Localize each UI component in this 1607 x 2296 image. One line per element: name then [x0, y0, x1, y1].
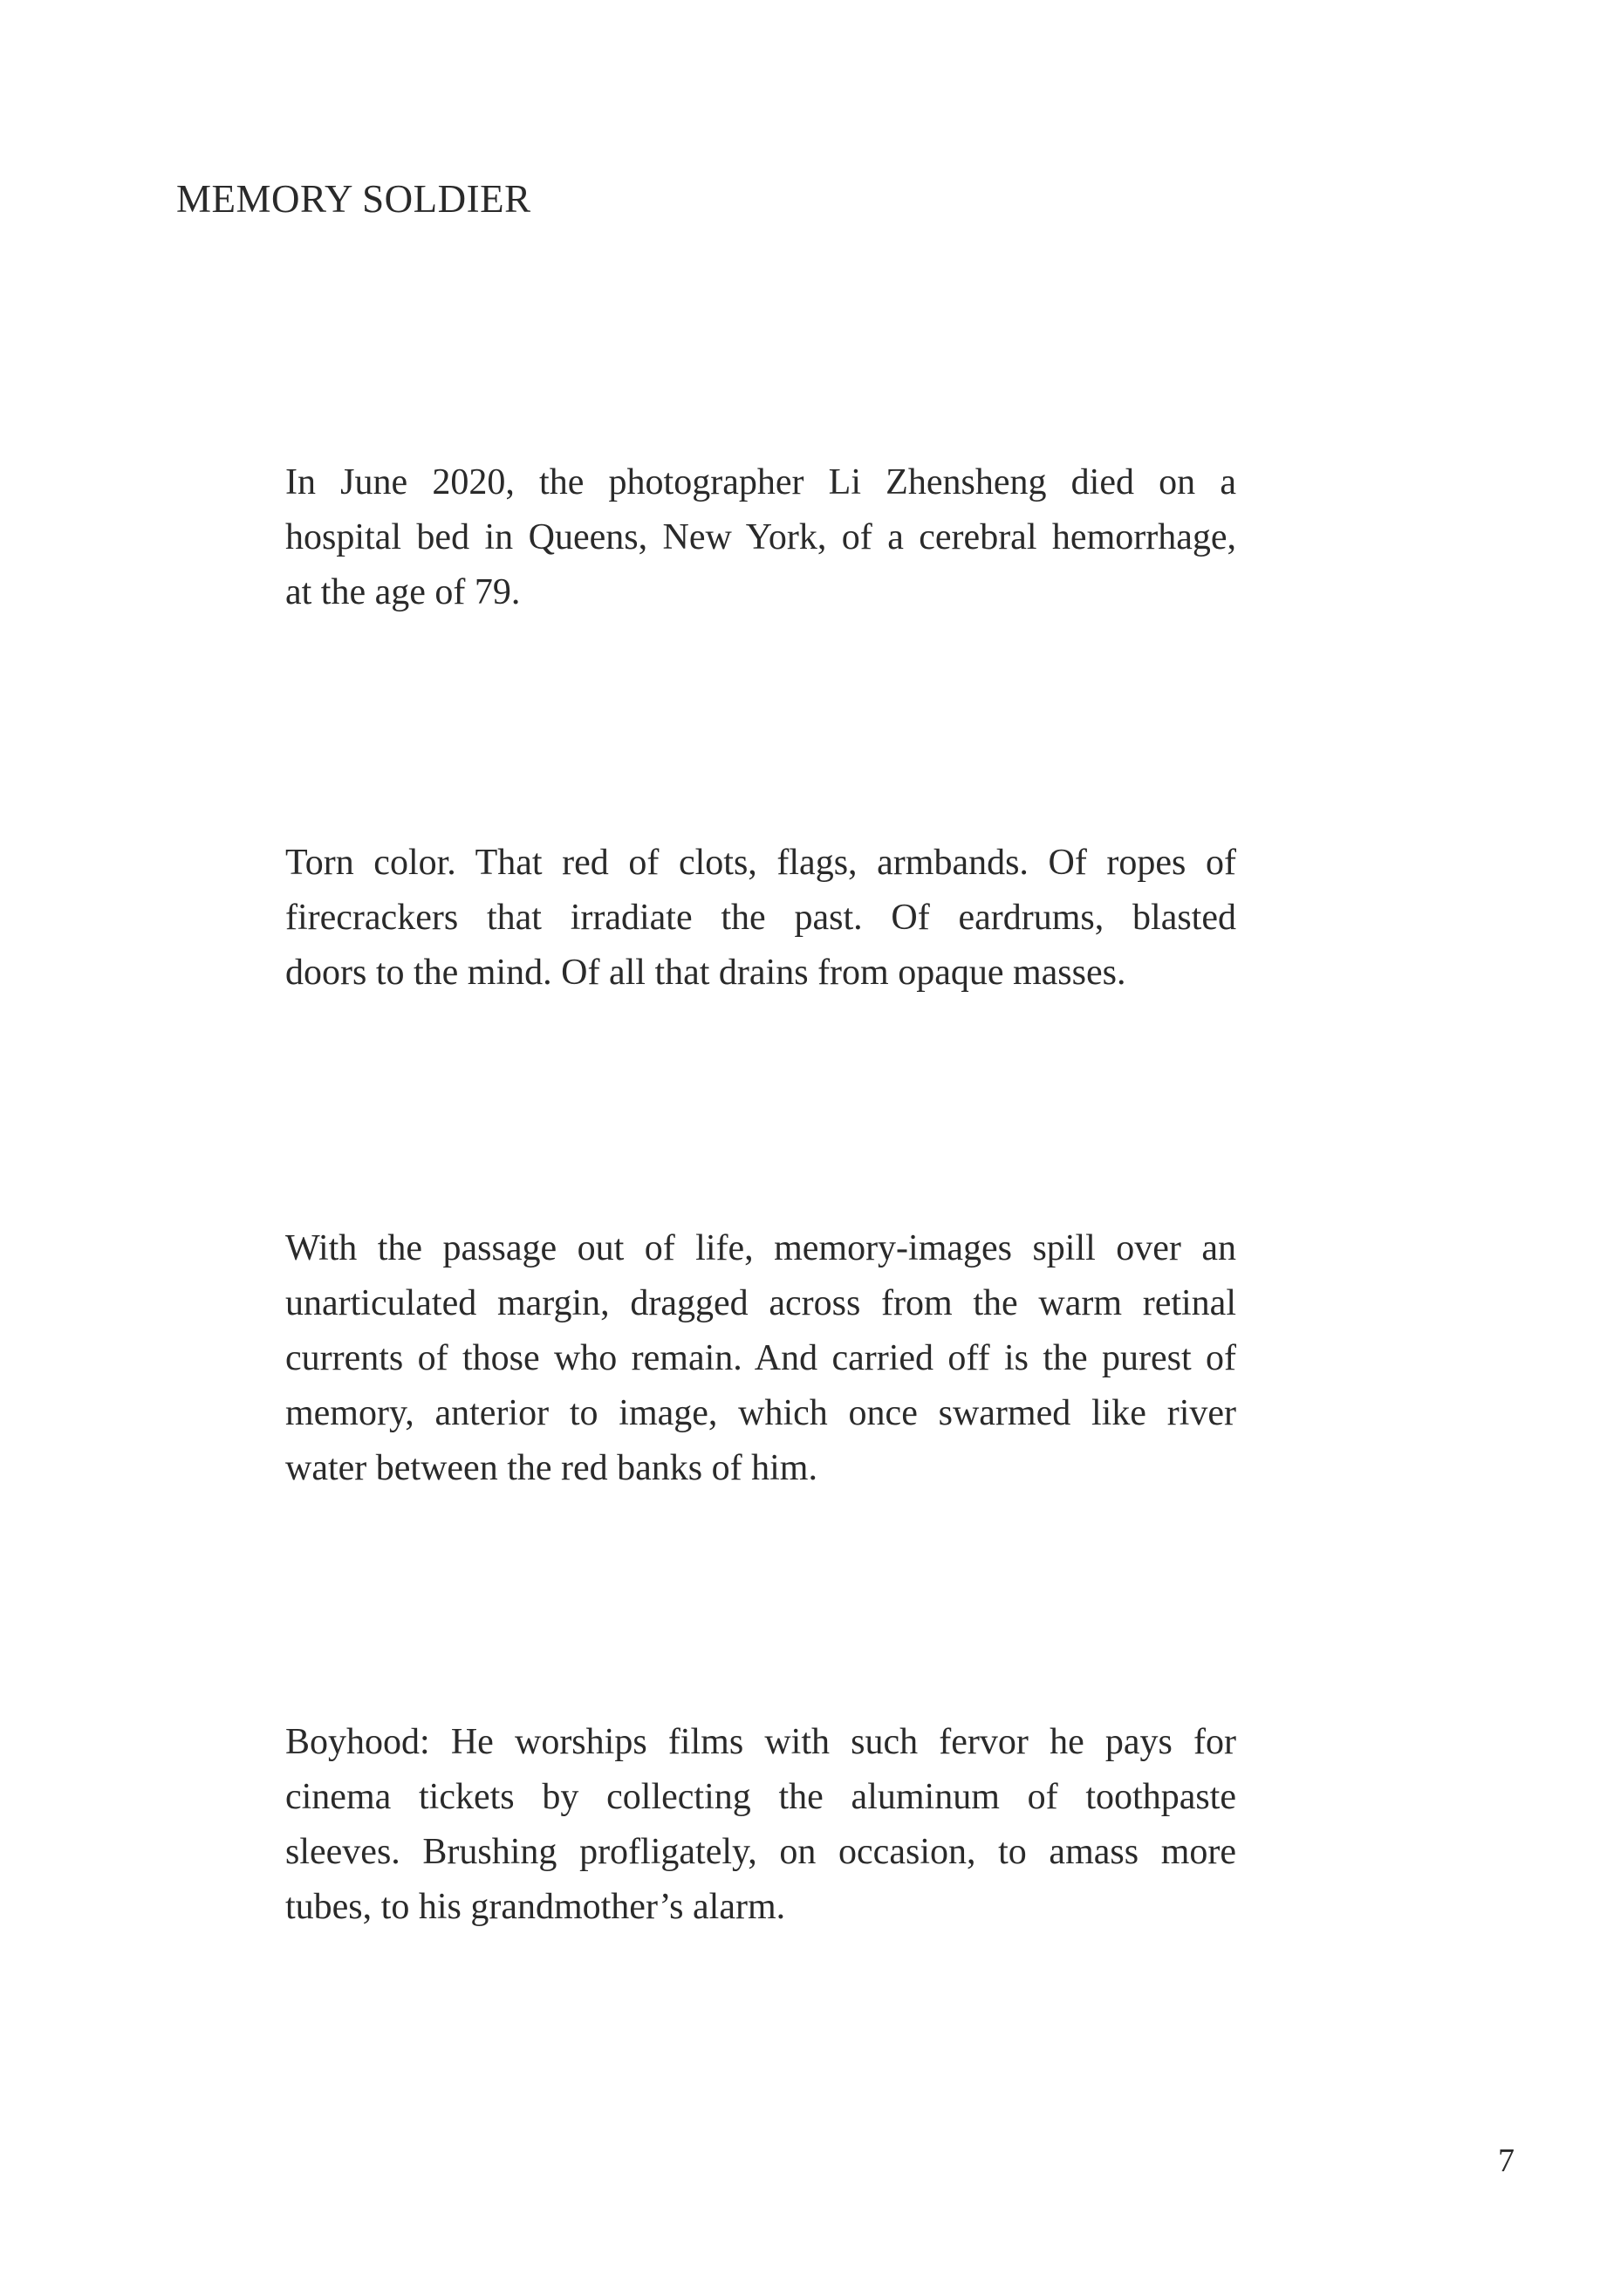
paragraph-line: doors to the mind. Of all that drains from opaque masses.: [285, 953, 1126, 993]
paragraph-line: water between the red banks of him.: [285, 1448, 817, 1488]
page-title: MEMORY SOLDIER: [176, 177, 531, 221]
paragraph-line: tubes, to his grandmother’s alarm.: [285, 1887, 786, 1927]
paragraph-line: In June 2020, the photographer Li Zhensheng died on a: [285, 462, 1236, 502]
paragraph-line: firecrackers that irradiate the past. Of eardrums, blasted: [285, 898, 1236, 938]
paragraph-boyhood: [285, 1715, 1236, 1935]
paragraph-line: cinema tickets by collecting the aluminum of toothpaste: [285, 1777, 1236, 1817]
paragraph-line: Torn color. That red of clots, flags, armbands. Of ropes of: [285, 843, 1236, 883]
paragraph-line: unarticulated margin, dragged across from the warm retinal: [285, 1283, 1236, 1323]
paragraph-line: With the passage out of life, memory-images spill over an: [285, 1228, 1236, 1268]
paragraph-line: currents of those who remain. And carried off is the purest of: [285, 1338, 1236, 1378]
paragraph-memory-images: [285, 1221, 1236, 1496]
page-number: 7: [1498, 2142, 1515, 2179]
paragraph-line: at the age of 79.: [285, 572, 521, 612]
paragraph-line: hospital bed in Queens, New York, of a cerebral hemorrhage,: [285, 517, 1236, 557]
paragraph-line: Boyhood: He worships films with such fervor he pays for: [285, 1722, 1236, 1762]
paragraph-line: memory, anterior to image, which once swarmed like river: [285, 1393, 1236, 1433]
paragraph-death: [285, 455, 1236, 620]
paragraph-line: sleeves. Brushing profligately, on occasion, to amass more: [285, 1832, 1236, 1872]
paragraph-torn-color: [285, 836, 1236, 1001]
